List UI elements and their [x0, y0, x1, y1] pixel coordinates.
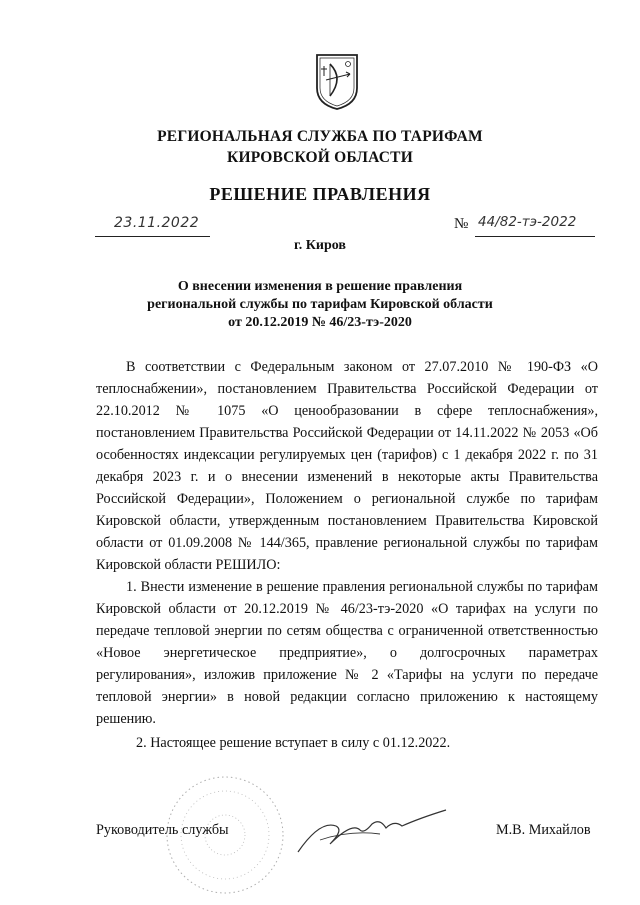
document-number: 44/82-тэ-2022 — [478, 214, 577, 230]
org-line-1: РЕГИОНАЛЬНАЯ СЛУЖБА ПО ТАРИФАМ — [157, 128, 483, 145]
kirov-coat-of-arms-icon — [314, 52, 360, 112]
document-body — [96, 356, 598, 754]
signatory-title: Руководитель службы — [96, 822, 229, 838]
subject-line-2: региональной службы по тарифам Кировской области — [147, 297, 493, 312]
document-type: РЕШЕНИЕ ПРАВЛЕНИЯ — [209, 184, 431, 204]
subject-line-1: О внесении изменения в решение правления — [177, 279, 463, 294]
decision-item-2: 2. Настоящее решение вступает в силу с 01.12.2022. — [136, 735, 451, 751]
number-sign: № — [454, 216, 469, 232]
document-subject — [0, 278, 640, 332]
org-line-2: КИРОВСКОЙ ОБЛАСТИ — [227, 149, 413, 166]
signatory-name: М.В. Михайлов — [496, 822, 591, 838]
city: г. Киров — [294, 238, 346, 253]
subject-line-3: от 20.12.2019 № 46/23-тэ-2020 — [228, 315, 412, 330]
organization-name — [0, 126, 640, 168]
preamble-paragraph: В соответствии с Федеральным законом от 27.07.2010 № 190-ФЗ «О теплоснабжении», постановлением Правительства Российской Федерации от 22.10.2012 № 1075 «О ценообразовании в сфере теплоснабжения», постановлением Правительства Российской Федерации от 14.11.2022 № 2053 «Об особенностях индексации регулируемых цен (тарифов) с 1 декабря 2022 г. по 31 декабря 2023 г. и о внесении изменений в некоторые акты Правительства Российской Федерации», Положением о региональной службе по тарифам Кировской области, утвержденным постановлением Правительства Кировской области от 01.09.2008 № 144/365, правление региональной службы по тарифам Кировской области РЕШИЛО: — [96, 359, 598, 573]
document-date: 23.11.2022 — [114, 215, 200, 231]
handwritten-signature-icon — [290, 800, 450, 860]
decision-item-1: 1. Внести изменение в решение правления региональной службы по тарифам Кировской области от 20.12.2019 № 46/23-тэ-2020 «О тарифах на услуги по передаче тепловой энергии по сетям общества с ограниченной ответственностью «Новое энергетическое предприятие», о долгосрочных параметрах регулирования», изложив приложение № 2 «Тарифы на услуги по передаче тепловой энергии» в новой редакции согласно приложению к настоящему решению. — [96, 579, 598, 727]
